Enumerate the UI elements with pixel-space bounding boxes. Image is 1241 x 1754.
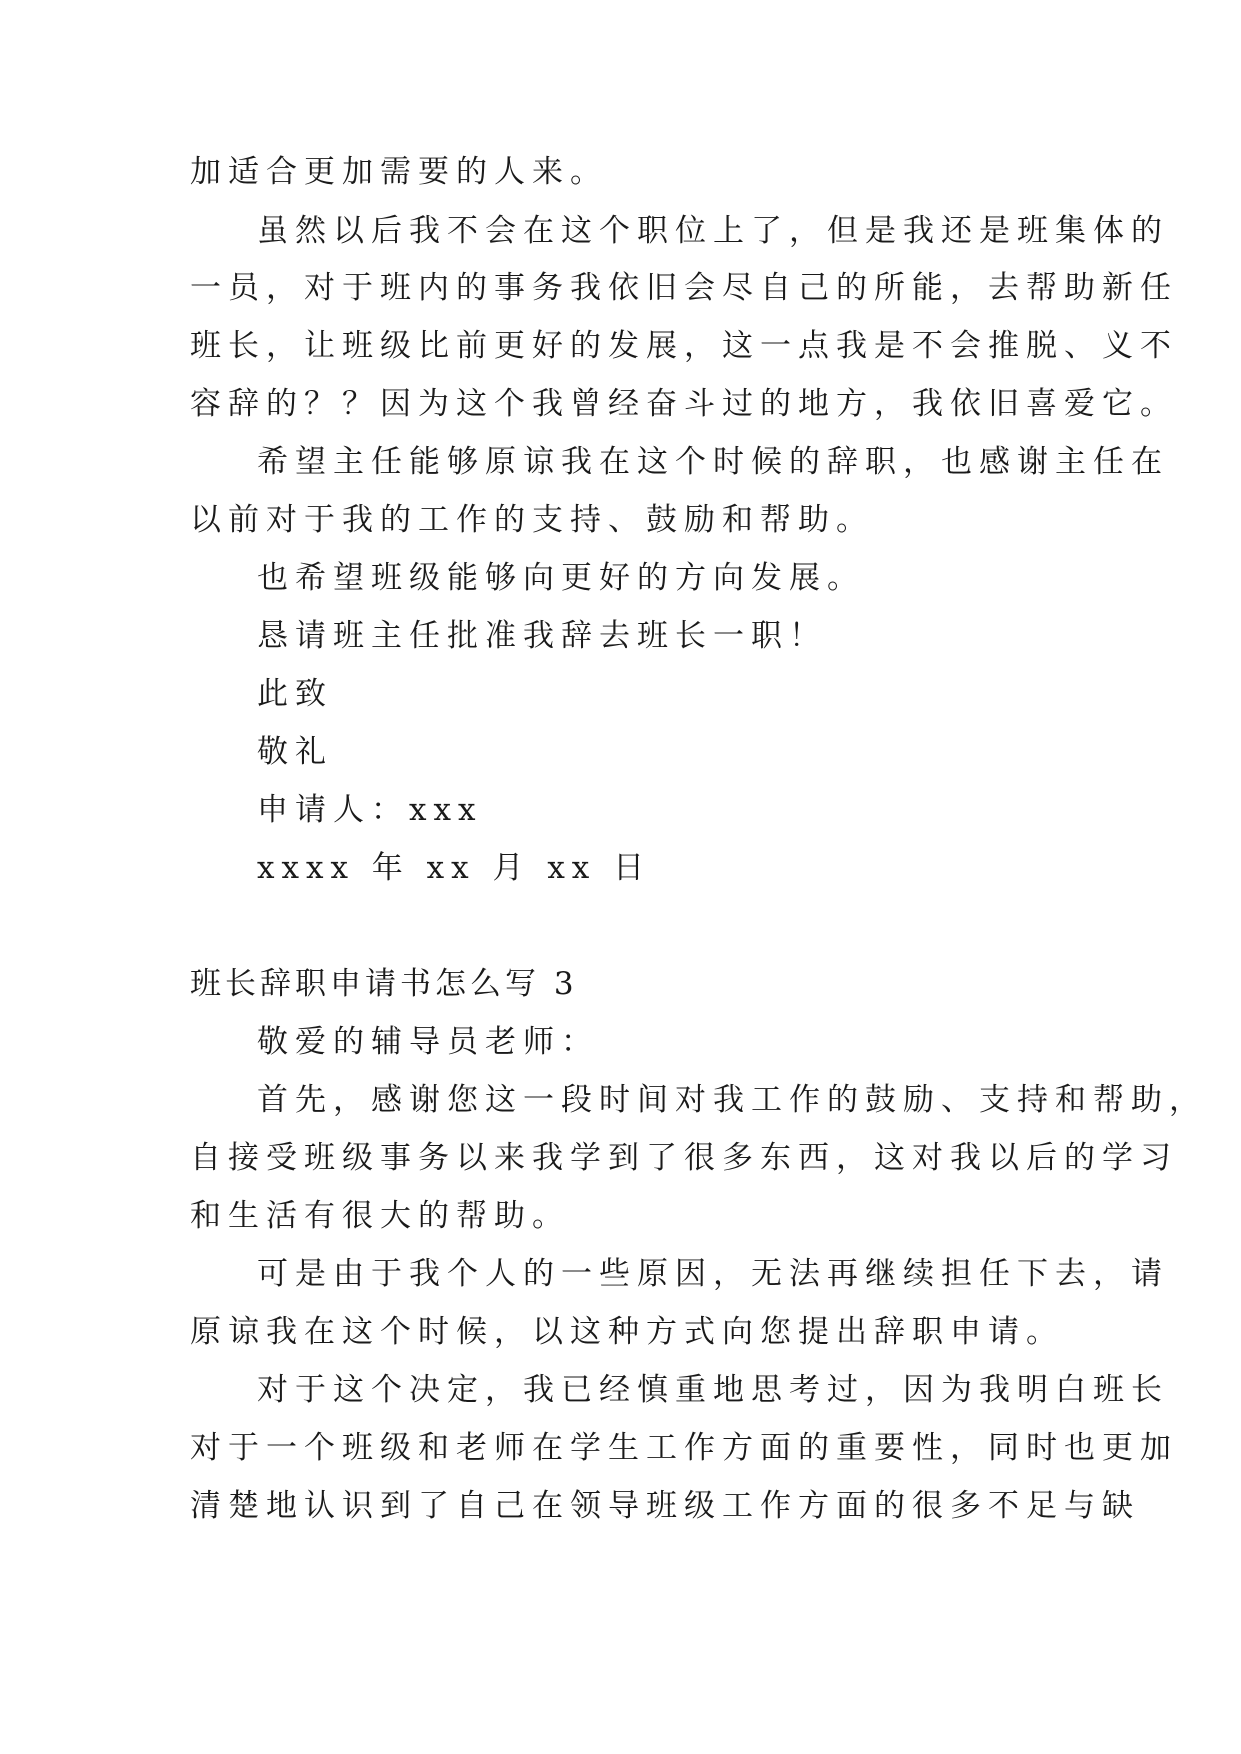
paragraph-line: 对于一个班级和老师在学生工作方面的重要性，同时也更加 [190, 1430, 1178, 1466]
paragraph-line: 虽然以后我不会在这个职位上了，但是我还是班集体的 [257, 213, 1169, 249]
paragraph-line: 希望主任能够原谅我在这个时候的辞职，也感谢主任在 [257, 444, 1169, 480]
paragraph-line: 加适合更加需要的人来。 [190, 154, 608, 190]
paragraph-line: 一员，对于班内的事务我依旧会尽自己的所能，去帮助新任 [190, 270, 1178, 306]
paragraph-line: 自接受班级事务以来我学到了很多东西，这对我以后的学习 [190, 1140, 1178, 1176]
closing-regards: 敬礼 [257, 734, 333, 770]
paragraph-line: 班长，让班级比前更好的发展，这一点我是不会推脱、义不 [190, 328, 1178, 364]
applicant-line: 申请人：xxx [257, 792, 483, 828]
paragraph-line: 和生活有很大的帮助。 [190, 1198, 570, 1234]
date-line: xxxx 年 xx 月 xx 日 [257, 850, 652, 886]
paragraph-line: 以前对于我的工作的支持、鼓励和帮助。 [190, 502, 874, 538]
paragraph-line: 对于这个决定，我已经慎重地思考过，因为我明白班长 [257, 1372, 1169, 1408]
paragraph-line: 也希望班级能够向更好的方向发展。 [257, 560, 865, 596]
paragraph-line: 清楚地认识到了自己在领导班级工作方面的很多不足与缺 [190, 1488, 1140, 1524]
paragraph-line: 原谅我在这个时候，以这种方式向您提出辞职申请。 [190, 1314, 1064, 1350]
salutation-line: 敬爱的辅导员老师： [257, 1024, 599, 1060]
section-heading: 班长辞职申请书怎么写 3 [190, 966, 578, 1002]
closing-salutation: 此致 [257, 676, 333, 712]
paragraph-line: 可是由于我个人的一些原因，无法再继续担任下去，请 [257, 1256, 1169, 1292]
paragraph-line: 容辞的？？因为这个我曾经奋斗过的地方，我依旧喜爱它。 [190, 386, 1178, 422]
paragraph-line: 恳请班主任批准我辞去班长一职！ [257, 618, 827, 654]
paragraph-line: 首先，感谢您这一段时间对我工作的鼓励、支持和帮助， [257, 1082, 1207, 1118]
